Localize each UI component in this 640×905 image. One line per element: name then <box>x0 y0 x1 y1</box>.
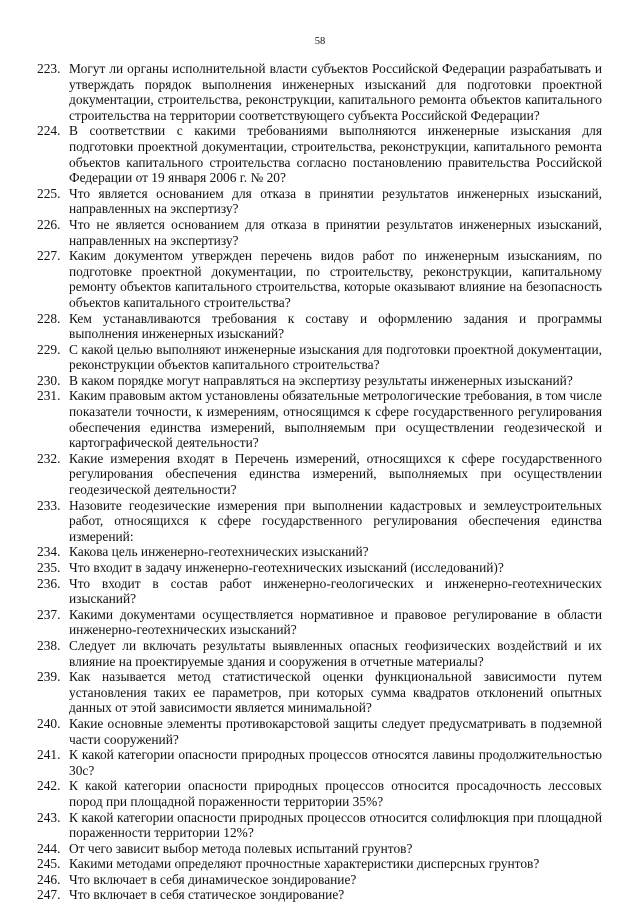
list-item <box>37 841 602 857</box>
list-item <box>37 373 602 389</box>
question-text: С какой целью выполняют инженерные изыскания для подготовки проектной документации, реконструкции объектов капитального строительства? <box>69 341 602 373</box>
question-number: 233. <box>37 497 61 513</box>
question-number: 234. <box>37 544 61 560</box>
question-number: 245. <box>37 856 61 872</box>
question-text: Какими методами определяют прочностные характеристики дисперсных грунтов? <box>69 856 540 872</box>
question-text: Какие основные элементы противокарстовой защиты следует предусматривать в подземной части сооружений? <box>69 715 602 747</box>
question-number: 232. <box>37 450 61 466</box>
question-text: В каком порядке могут направляться на экспертизу результаты инженерных изысканий? <box>69 372 573 388</box>
question-text: От чего зависит выбор метода полевых испытаний грунтов? <box>69 840 413 856</box>
list-item <box>37 61 602 123</box>
question-number: 224. <box>37 123 61 139</box>
question-text: К какой категории опасности природных процессов относится просадочность лессовых пород при площадной пораженности территории 35%? <box>69 778 602 809</box>
question-number: 237. <box>37 606 61 622</box>
question-text: Что не является основанием для отказа в принятии результатов инженерных изысканий, направленных на экспертизу? <box>69 216 602 248</box>
question-text: В соответствии с какими требованиями выполняются инженерные изыскания для подготовки проектной документации, строительства, реконструкции, капитального ремонта объектов капитального строительства согласно постановлению правительства Российской Федерации от 19 января 2006 г. № 20? <box>69 123 602 186</box>
question-number: 247. <box>37 887 61 903</box>
question-number: 243. <box>37 809 61 825</box>
question-number: 239. <box>37 669 61 685</box>
list-item <box>37 388 602 450</box>
question-text: Назовите геодезические измерения при выполнении кадастровых и землеустроительных работ, относящихся к сфере государственного регулирования обеспечения единства измерений: <box>69 497 602 544</box>
page-number: 58 <box>314 36 326 47</box>
question-text: Что включает в себя динамическое зондирование? <box>69 871 357 887</box>
question-text: Что входит в состав работ инженерно-геологических и инженерно-геотехнических изысканий? <box>69 575 602 607</box>
question-text: Что входит в задачу инженерно-геотехнических изысканий (исследований)? <box>69 560 504 575</box>
question-number: 242. <box>37 778 61 794</box>
list-item <box>37 872 602 888</box>
question-text: Что включает в себя статическое зондирование? <box>69 887 345 903</box>
question-text: К какой категории опасности природных процессов относятся лавины продолжительностью 30с? <box>69 747 602 778</box>
question-number: 244. <box>37 840 61 856</box>
question-text: Какими документами осуществляется нормативное и правовое регулирование в области инженерно-геотехнических изысканий? <box>69 606 602 638</box>
list-item <box>37 498 602 545</box>
question-number: 228. <box>37 310 61 326</box>
question-number: 226. <box>37 216 61 232</box>
question-number: 223. <box>37 61 61 76</box>
list-item <box>37 311 602 342</box>
question-text: Что является основанием для отказа в принятии результатов инженерных изысканий, направленных на экспертизу? <box>69 185 602 217</box>
question-number: 225. <box>37 185 61 201</box>
list-item <box>37 248 602 310</box>
question-number: 236. <box>37 575 61 591</box>
list-item <box>37 451 602 498</box>
question-text: Следует ли включать результаты выявленных опасных геофизических воздействий и их влияние на проектируемые здания и сооружения в отчетные материалы? <box>69 637 602 669</box>
question-number: 229. <box>37 341 61 357</box>
question-number: 231. <box>37 388 61 404</box>
list-item <box>37 607 602 638</box>
question-number: 241. <box>37 747 61 763</box>
question-text: Какие измерения входят в Перечень измерений, относящихся к сфере государственного регулирования обеспечения единства измерений, выполняемых при осуществлении геодезической деятельности? <box>69 450 602 498</box>
question-text: Какова цель инженерно-геотехнических изысканий? <box>69 544 369 560</box>
list-item <box>37 810 602 841</box>
question-text: Могут ли органы исполнительной власти субъектов Российской Федерации разрабатывать и утверждать порядок выполнения инженерных изысканий для подготовки проектной документации, строительства, реконструкции, капитального ремонта объектов капитального строительства на территории соответствующего субъекта Российской Федерации? <box>69 61 602 123</box>
list-item <box>37 887 602 903</box>
question-number: 235. <box>37 560 61 575</box>
list-item <box>37 856 602 872</box>
question-number: 238. <box>37 637 61 653</box>
question-list <box>37 61 602 903</box>
question-number: 246. <box>37 871 61 887</box>
question-text: Кем устанавливаются требования к составу и оформлению задания и программы выполнения инженерных изысканий? <box>69 310 602 342</box>
list-item <box>37 217 602 248</box>
list-item <box>37 342 602 373</box>
list-item <box>37 669 602 716</box>
list-item <box>37 186 602 217</box>
list-item <box>37 123 602 185</box>
question-text: Каким правовым актом установлены обязательные метрологические требования, в том числе показатели точности, к измерениям, относящимся к сфере государственного регулирования обеспечения единства измерений, выполняемым при осуществлении геодезической и картографической деятельности? <box>69 388 602 451</box>
question-number: 230. <box>37 372 61 388</box>
question-number: 227. <box>37 248 61 264</box>
list-item <box>37 747 602 778</box>
question-number: 240. <box>37 715 61 731</box>
list-item <box>37 560 602 576</box>
list-item <box>37 778 602 809</box>
question-text: К какой категории опасности природных процессов относится солифлюкция при площадной пораженности территории 12%? <box>69 809 602 841</box>
question-text: Каким документом утвержден перечень видов работ по инженерным изысканиям, по подготовке проектной документации, по строительству, реконструкции, капитальному ремонту объектов капитального строительства, которые оказывают влияние на безопасность объектов капитального строительства? <box>69 248 602 310</box>
list-item <box>37 576 602 607</box>
list-item <box>37 716 602 747</box>
list-item <box>37 638 602 669</box>
question-text: Как называется метод статистической оценки функциональной зависимости путем установления таких ее параметров, при которых сумма квадратов отклонений опытных данных от этой зависимости является минимальной? <box>69 669 602 716</box>
list-item <box>37 544 602 560</box>
